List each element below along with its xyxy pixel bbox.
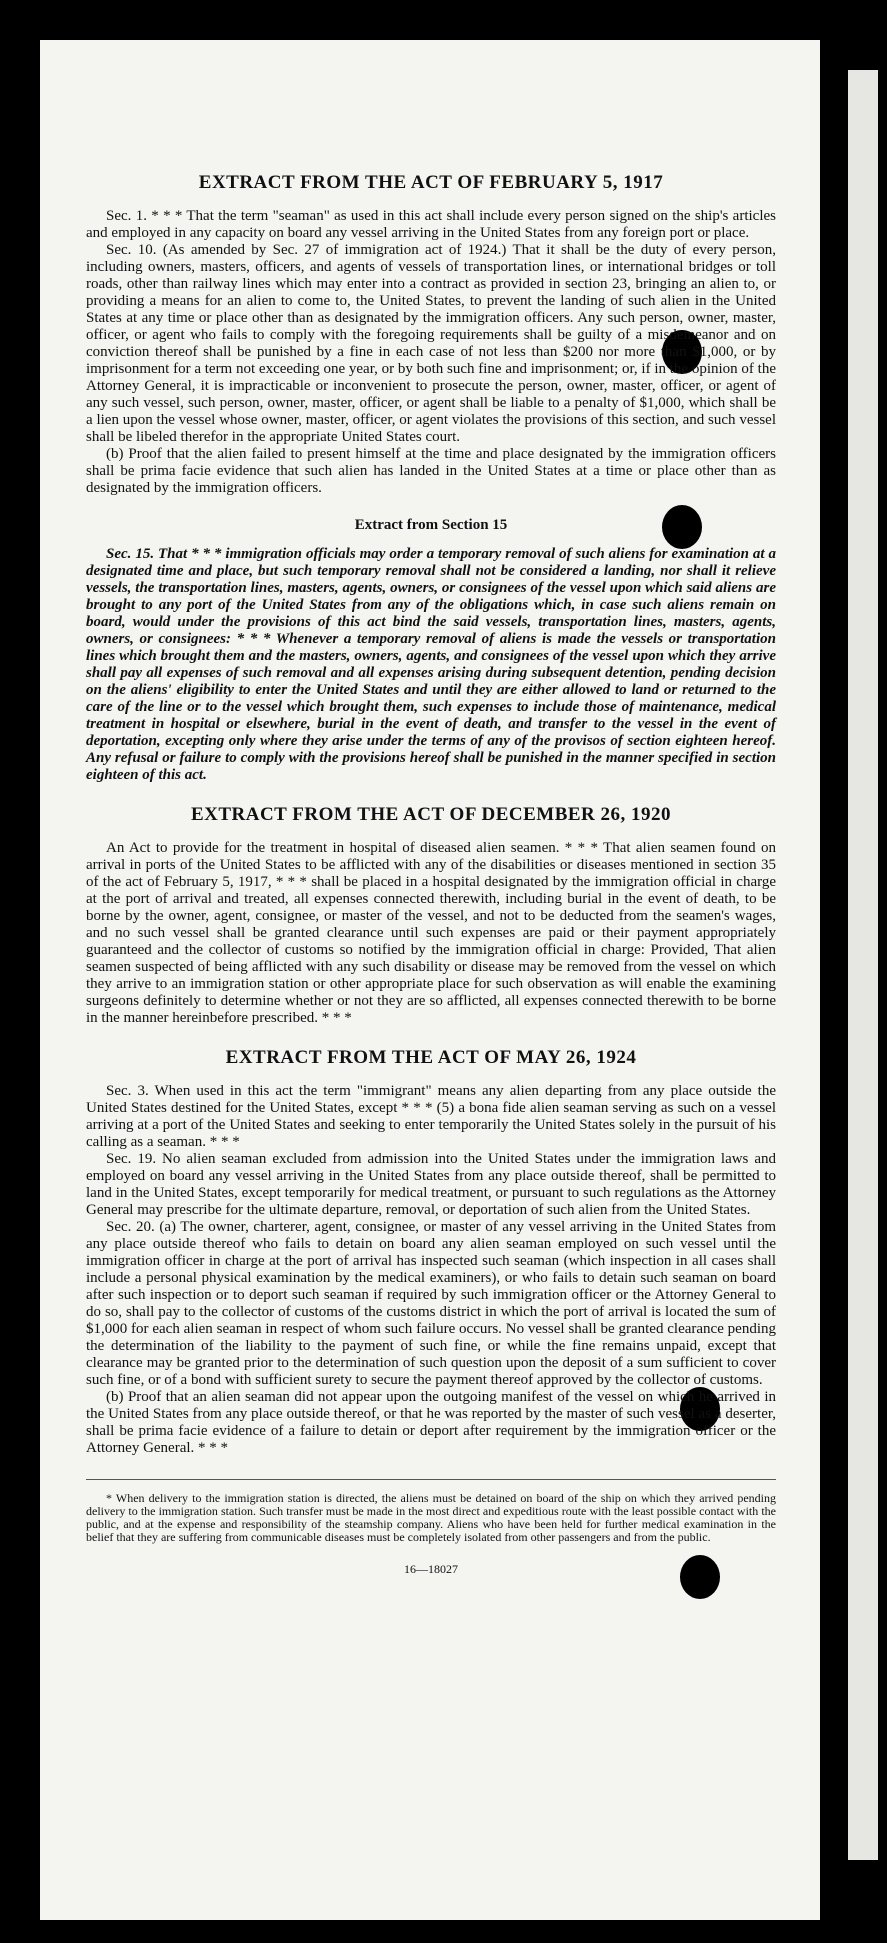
- footnote: [86, 1479, 776, 1544]
- sec19-paragraph: Sec. 19. No alien seaman excluded from admission into the United States under the immigration laws and employed on board any vessel arriving in the United States from any place outside thereof, shall be permitted to land in the United States, except temporarily for medical treatment, or pursuant to such regulations as the Attorney General may prescribe for the ultimate departure, removal, or deportation of such alien from the United States.: [86, 1151, 776, 1218]
- sec1-paragraph: Sec. 1. * * * That the term "seaman" as used in this act shall include every person signed on the ship's articles and employed in any capacity on board any vessel arriving in the United States from any foreign port or place.: [86, 208, 776, 241]
- sec15-paragraph: Sec. 15. That * * * immigration officials may order a temporary removal of such aliens for examination at a designated time and place, but such temporary removal shall not be considered a landing, nor shall it relieve vessels, the transportation lines, masters, agents, owners, or consignees of the vessel upon which said aliens are brought to any port of the United States from any of the obligations which, in case such aliens remain on board, would under the provisions of this act bind the said vessels, transportation lines, masters, agents, owners, or consignees: * * * Whenever a temporary removal of aliens is made the vessels or transportation lines which brought them and the masters, owners, agents, and consignees of the vessel upon which they arrive shall pay all expenses of such removal and all expenses arising during subsequent detention, pending decision on the aliens' eligibility to enter the United States and until they are either allowed to land or returned to the care of the line or to the vessel which brought them, such expenses to include those of maintenance, medical treatment in hospital or elsewhere, burial in the event of death, and transfer to the vessel in the event of deportation, excepting only where they arise under the terms of any of the provisos of section eighteen hereof. Any refusal or failure to comply with the provisions hereof shall be punished in the manner specified in section eighteen of this act.: [86, 546, 776, 783]
- adjacent-page-edge: [848, 70, 878, 1860]
- sec3-paragraph: Sec. 3. When used in this act the term "immigrant" means any alien departing from any place outside the United States destined for the United States, except * * * (5) a bona fide alien seaman serving as such on a vessel arriving at a port of the United States and seeking to enter temporarily the United States solely in the pursuit of his calling as a seaman. * * *: [86, 1083, 776, 1150]
- act-1924-title: EXTRACT FROM THE ACT OF MAY 26, 1924: [225, 1047, 637, 1068]
- sec20-paragraph: Sec. 20. (a) The owner, charterer, agent, consignee, or master of any vessel arriving in the United States from any place outside thereof who fails to detain on board any alien seaman employed on such vessel until the immigration officer in charge at the port of arrival has inspected such seaman (which inspection in all cases shall include a personal physical examination by the medical examiners), or who fails to detain such seaman on board after such inspection or to deport such seaman if required by such immigration officer or the Attorney General to do so, shall pay to the collector of customs of the customs district in which the port of arrival is located the sum of $1,000 for each alien seaman in respect of whom such failure occurs. No vessel shall be granted clearance pending the determination of the liability to the payment of such fine, or while the fine remains unpaid, except that clearance may be granted prior to the determination of such question upon the deposit of a sum sufficient to cover such fine, or of a bond with sufficient surety to secure the payment thereof approved by the collector of customs.: [86, 1219, 776, 1388]
- act-1917-section: [86, 172, 776, 497]
- document-content: [86, 172, 776, 1577]
- act-1920-section: [86, 804, 776, 1027]
- page-number: 16—18027: [404, 1562, 458, 1576]
- sec10b-paragraph: (b) Proof that the alien failed to present himself at the time and place designated by the immigration officers shall be prima facie evidence that such alien has landed in the United States at a time or place other than as designated by the immigration officers.: [86, 446, 776, 496]
- act-1917-title: EXTRACT FROM THE ACT OF FEBRUARY 5, 1917: [198, 172, 664, 193]
- section15-extract: [86, 517, 776, 784]
- sec20b-paragraph: (b) Proof that an alien seaman did not appear upon the outgoing manifest of the vessel on which he arrived in the United States from any place outside thereof, or that he was reported by the master of such vessel as a deserter, shall be prima facie evidence of a failure to detain or deport after requirement by the immigration officer or the Attorney General. * * *: [86, 1389, 776, 1456]
- footnote-text: * When delivery to the immigration station is directed, the aliens must be detained on board of the ship on which they arrived pending delivery to the immigration station. Such transfer must be made in the most direct and expeditious route with the least possible contact with the public, and at the expense and responsibility of the steamship company. Aliens who have been held for further medical examination in the belief that they are suffering from communicable diseases must be completely isolated from other passengers and from the public.: [86, 1491, 776, 1544]
- act-1920-title: EXTRACT FROM THE ACT OF DECEMBER 26, 1920: [190, 804, 672, 825]
- sec10-paragraph: Sec. 10. (As amended by Sec. 27 of immigration act of 1924.) That it shall be the duty of every person, including owners, masters, officers, and agents of vessels of transportation lines, or international bridges or toll roads, other than railway lines which may enter into a contract as provided in section 23, bringing an alien to, or providing a means for an alien to come to, the United States, to prevent the landing of such alien in the United States at any time or place other than as designated by the immigration officers. Any such person, owner, master, officer, or agent who fails to comply with the foregoing requirements shall be guilty of a misdemeanor and on conviction thereof shall be punished by a fine in each case of not less than $200 nor more than $1,000, or by imprisonment for a term not exceeding one year, or by both such fine and imprisonment; or, if in the opinion of the Attorney General, it is impracticable or inconvenient to prosecute the person, owner, master, officer, or agent of any such vessel, such person, owner, master, officer, or agent shall be liable to a penalty of $1,000, which shall be a lien upon the vessel whose owner, master, officer, or agent violates the provisions of this section, and such vessel shall be libeled therefor in the appropriate United States court.: [86, 242, 776, 445]
- section15-title: Extract from Section 15: [354, 517, 508, 533]
- document-page: [40, 40, 820, 1920]
- act-1924-section: [86, 1047, 776, 1457]
- act-1920-paragraph: An Act to provide for the treatment in hospital of diseased alien seamen. * * * That alien seamen found on arrival in ports of the United States to be afflicted with any of the disabilities or diseases mentioned in section 35 of the act of February 5, 1917, * * * shall be placed in a hospital designated by the immigration official in charge at the port of arrival and treated, all expenses connected therewith, including burial in the event of death, to be borne by the owner, agent, consignee, or master of the vessel, and not to be deducted from the seamen's wages, and no such vessel shall be granted clearance until such expenses are paid or their payment appropriately guaranteed and the collector of customs so notified by the immigration official in charge: Provided, That alien seamen suspected of being afflicted with any such disability or disease may be removed from the vessel on which they arrive to an immigration station or other appropriate place for such observation as will enable the examining surgeons definitely to determine whether or not they are so afflicted, all expenses connected therewith to be borne in the manner hereinbefore prescribed. * * *: [86, 840, 776, 1026]
